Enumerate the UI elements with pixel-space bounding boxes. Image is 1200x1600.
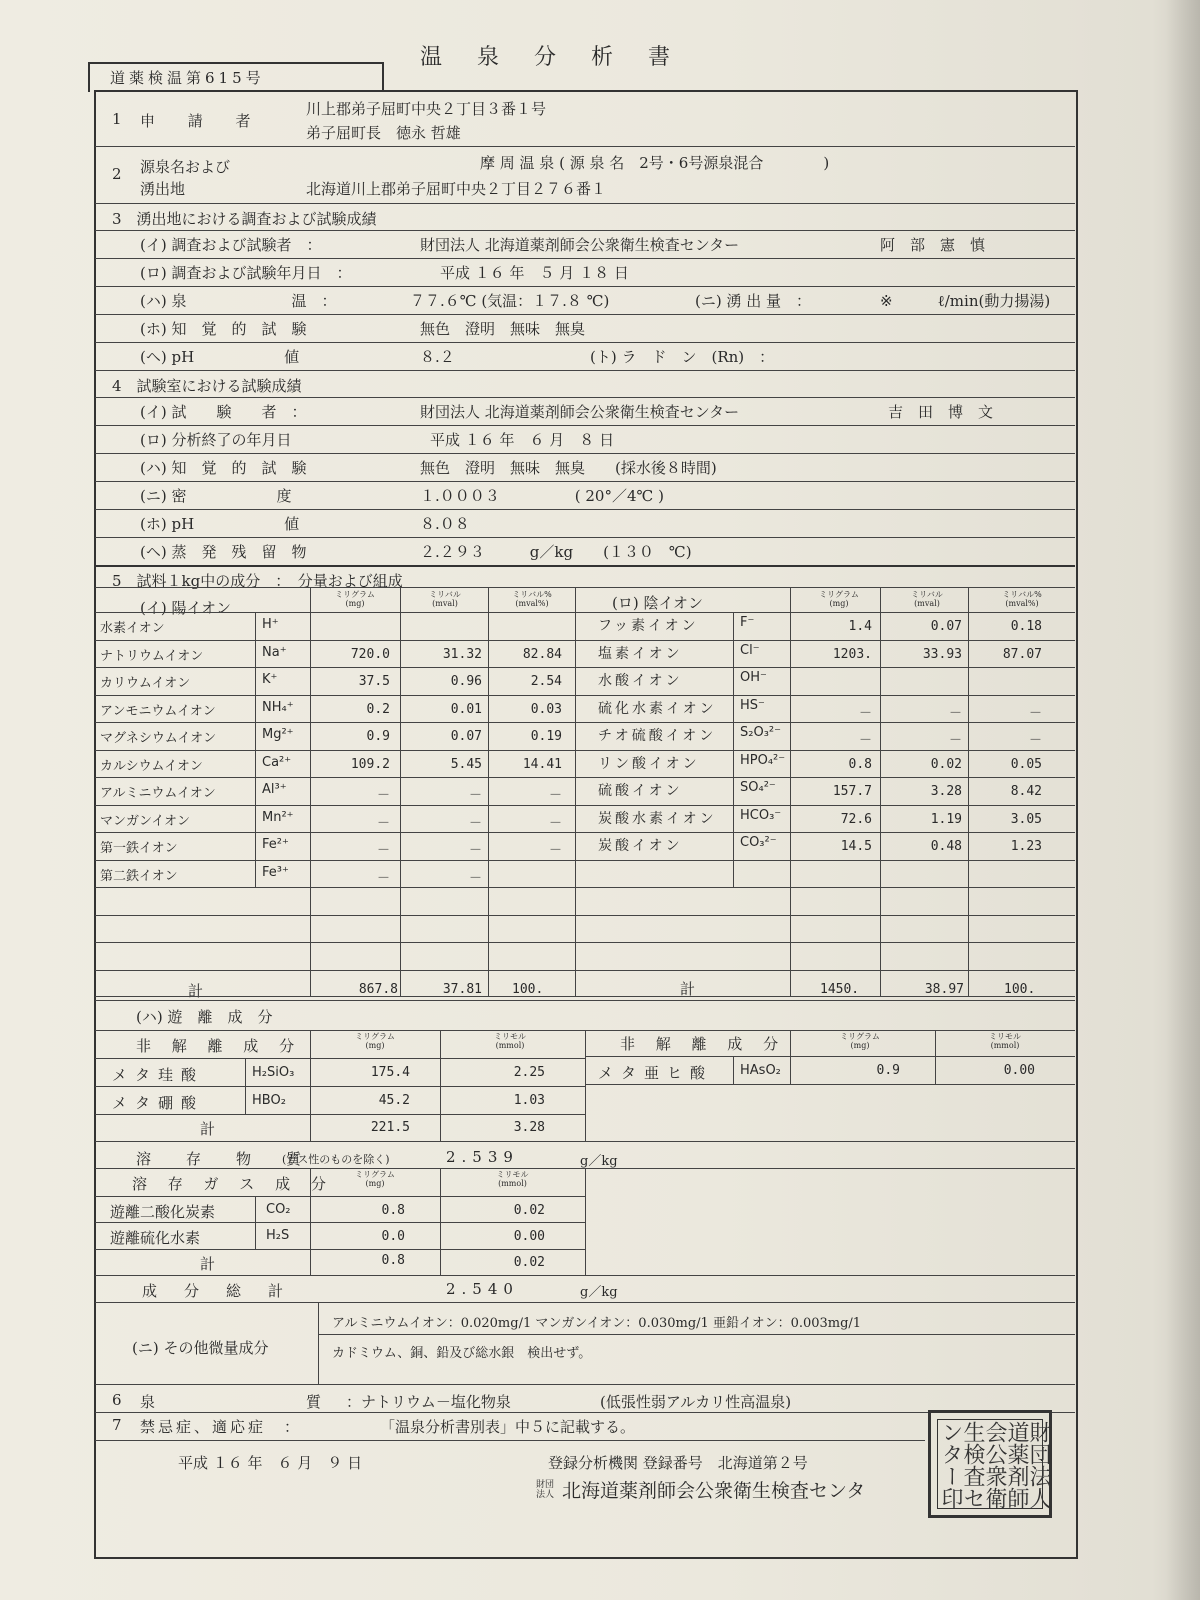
cation-mg: － xyxy=(376,788,390,803)
anion-name: フッ素イオン xyxy=(598,618,699,634)
cation-name: マンガンイオン xyxy=(100,814,190,829)
s3-row3-key2: (ニ) 湧 出 量 ： xyxy=(695,292,812,310)
anion-pct-unit: ミリバル% (mval%) xyxy=(1002,590,1042,608)
free-right-row1-formula: HAsO₂ xyxy=(740,1063,781,1078)
free-right-row1-mg: 0.9 xyxy=(876,1063,900,1078)
cation-total-label: 計 xyxy=(188,982,204,1000)
divider xyxy=(440,1168,441,1275)
divider xyxy=(585,1084,1075,1085)
cation-name: アンモニウムイオン xyxy=(100,704,216,719)
s2-label1: 源泉名および xyxy=(140,158,231,176)
anion-formula: Cl⁻ xyxy=(740,643,760,658)
s4-row2-key: (ロ) 分析終了の年月日 xyxy=(140,431,292,449)
s1-num: 1 xyxy=(112,110,122,128)
gas-total-label: 計 xyxy=(200,1255,216,1273)
cation-name: ナトリウムイオン xyxy=(100,649,204,664)
cation-mg: 0.2 xyxy=(366,702,390,717)
anion-mval-pct: 8.42 xyxy=(1010,784,1042,799)
divider xyxy=(95,314,1075,315)
free-right-mg-unit: ミリグラム (mg) xyxy=(840,1032,880,1050)
cation-title: (イ) 陽イオン xyxy=(140,599,232,617)
s4-row5-value: ８.０８ xyxy=(420,515,470,533)
anion-mval: 0.07 xyxy=(930,619,962,634)
free-left-row1-name: メタ珪酸 xyxy=(112,1066,205,1084)
divider xyxy=(95,1141,1075,1142)
cation-mg-unit: ミリグラム (mg) xyxy=(335,590,375,608)
free-right-row1-name: メタ亜ヒ酸 xyxy=(598,1064,714,1082)
gas-total-mmol: 0.02 xyxy=(513,1255,545,1270)
cation-name: 第二鉄イオン xyxy=(100,869,178,884)
anion-formula: HPO₄²⁻ xyxy=(740,753,786,768)
anion-mg: 1203. xyxy=(832,647,872,662)
anion-mval-pct: 1.23 xyxy=(1010,839,1042,854)
free-left-row1-formula: H₂SiO₃ xyxy=(252,1065,295,1080)
divider xyxy=(95,915,1075,916)
gas-row1-mmol: 0.02 xyxy=(513,1203,545,1218)
anion-name: 硫酸イオン xyxy=(598,783,683,799)
divider xyxy=(95,695,1075,696)
cation-mval-pct: 14.41 xyxy=(522,757,562,772)
divider xyxy=(95,286,1075,287)
gas-row2-name: 遊離硫化水素 xyxy=(110,1229,201,1247)
divider xyxy=(95,203,1075,204)
s4-row3-key: (ハ) 知 覚 的 試 験 xyxy=(140,459,307,477)
anion-name: リン酸イオン xyxy=(598,756,700,772)
org-prefix: 財団 法人 xyxy=(536,1480,555,1500)
organization-name: 北海道薬剤師会公衆衛生検査センタ xyxy=(562,1480,866,1502)
cation-mval-pct: － xyxy=(548,788,562,803)
trace-label: (ニ) その他微量成分 xyxy=(132,1339,269,1357)
free-left-row2-name: メタ硼酸 xyxy=(112,1094,205,1112)
doc-number: 道薬検温第615号 xyxy=(110,69,265,87)
s3-row5-key2: (ト) ラ ド ン (Rn) ： xyxy=(590,348,775,366)
s5-heading: 5 試料１kg中の成分 ： 分量および組成 xyxy=(112,572,403,590)
divider xyxy=(95,1222,585,1223)
cation-mval: 0.07 xyxy=(450,729,482,744)
page-edge-shadow xyxy=(1166,0,1200,1600)
anion-formula: SO₄²⁻ xyxy=(740,780,776,795)
gas-row2-mg: 0.0 xyxy=(381,1229,405,1244)
anion-mval-unit: ミリバル (mval) xyxy=(911,590,943,608)
s7-key: 禁忌症、適応症 ： xyxy=(140,1418,303,1436)
anion-mg: 1.4 xyxy=(848,619,872,634)
divider xyxy=(95,1058,585,1059)
cation-formula: K⁺ xyxy=(262,672,278,687)
anion-formula: OH⁻ xyxy=(740,670,767,685)
divider xyxy=(310,1030,311,1141)
gas-mg-unit: ミリグラム (mg) xyxy=(355,1170,395,1188)
divider xyxy=(95,612,1075,613)
s6-num: 6 xyxy=(112,1391,122,1409)
divider xyxy=(95,1440,925,1441)
s7-num: 7 xyxy=(112,1416,122,1434)
cation-pct-unit: ミリバル% (mval%) xyxy=(512,590,552,608)
anion-mg: － xyxy=(858,706,872,721)
s4-row1-value: 財団法人 北海道薬剤師会公衆衛生検査センター xyxy=(420,403,740,421)
cation-mg: 109.2 xyxy=(350,757,390,772)
cation-name: 第一鉄イオン xyxy=(100,841,178,856)
gas-row2-mmol: 0.00 xyxy=(513,1229,545,1244)
anion-formula: F⁻ xyxy=(740,615,755,630)
s6-key2: 質 xyxy=(306,1393,322,1411)
divider xyxy=(95,1196,585,1197)
cation-mg: 37.5 xyxy=(358,674,390,689)
divider xyxy=(733,1056,734,1084)
divider xyxy=(95,1275,1075,1276)
s1-label: 申 請 者 xyxy=(140,112,265,130)
cation-mval-pct: － xyxy=(548,843,562,858)
s4-row6-key: (ヘ) 蒸 発 残 留 物 xyxy=(140,543,307,561)
cation-formula: Fe²⁺ xyxy=(262,837,289,852)
cation-mval-pct: 0.19 xyxy=(530,729,562,744)
divider xyxy=(95,509,1075,510)
cation-formula: Ca²⁺ xyxy=(262,755,292,770)
s3-row1-value: 財団法人 北海道薬剤師会公衆衛生検査センター xyxy=(420,236,740,254)
free-right-mmol-unit: ミリモル (mmol) xyxy=(989,1032,1021,1050)
s3-row5-key: (ヘ) pH 値 xyxy=(140,348,300,366)
divider xyxy=(400,587,401,996)
dissolved-unit: g／kg xyxy=(580,1154,618,1169)
s2-num: 2 xyxy=(112,165,122,183)
official-seal xyxy=(928,1410,1052,1518)
divider xyxy=(95,832,1075,833)
cation-mval-unit: ミリバル (mval) xyxy=(429,590,461,608)
seal-text: 生検査セ xyxy=(960,1421,985,1509)
free-col-label-right: 非 解 離 成 分 xyxy=(620,1035,787,1053)
cation-mval: 5.45 xyxy=(450,757,482,772)
anion-name: 水酸イオン xyxy=(598,673,683,689)
cation-mval: 31.32 xyxy=(442,647,482,662)
cation-total-mg: 867.8 xyxy=(358,982,398,997)
free-left-mmol-unit: ミリモル (mmol) xyxy=(494,1032,526,1050)
anion-name: 炭酸水素イオン xyxy=(598,811,717,827)
anion-formula: CO₃²⁻ xyxy=(740,835,777,850)
cation-mg: － xyxy=(376,871,390,886)
divider xyxy=(95,230,1075,231)
cation-name: カリウムイオン xyxy=(100,676,191,691)
s3-row3-value2: ※ ℓ/min(動力揚湯) xyxy=(880,292,1051,310)
gas-row1-formula: CO₂ xyxy=(266,1202,291,1217)
seal-text: 会公衆衛 xyxy=(982,1421,1007,1509)
anion-mg: － xyxy=(858,733,872,748)
s4-row4-value: １.０００３ ( 20°／4℃ ) xyxy=(420,487,664,505)
cation-mg: － xyxy=(376,816,390,831)
free-left-mg-unit: ミリグラム (mg) xyxy=(355,1032,395,1050)
free-col-label-left: 非 解 離 成 分 xyxy=(136,1037,303,1055)
s4-row3-value: 無色 澄明 無味 無臭 (採水後８時間) xyxy=(420,459,717,477)
divider xyxy=(245,1058,246,1114)
anion-mval-pct: 87.07 xyxy=(1002,647,1042,662)
cation-name: カルシウムイオン xyxy=(100,759,203,774)
divider xyxy=(968,587,969,996)
anion-mval: 0.48 xyxy=(930,839,962,854)
divider xyxy=(585,1168,586,1275)
grand-total-unit: g／kg xyxy=(580,1285,618,1300)
divider xyxy=(733,612,734,887)
s4-row2-value: 平成 １６ 年 ６ 月 ８ 日 xyxy=(430,431,615,449)
divider xyxy=(318,1302,319,1384)
anion-formula: S₂O₃²⁻ xyxy=(740,725,781,740)
divider xyxy=(935,1030,936,1084)
s3-row2-key: (ロ) 調査および試験年月日 ： xyxy=(140,264,352,282)
anion-mval-pct: 0.05 xyxy=(1010,757,1042,772)
divider xyxy=(318,1334,1075,1335)
spring-name: 摩 周 温 泉 ( 源 泉 名 2号・6号源泉混合 ) xyxy=(480,154,830,172)
dissolved-note: (ガス性のものを除く) xyxy=(282,1153,390,1166)
divider xyxy=(95,887,1075,888)
cation-formula: Na⁺ xyxy=(262,645,287,660)
s3-row5-value: ８.２ xyxy=(420,348,455,366)
anion-mval: 0.02 xyxy=(930,757,962,772)
seal-text: 財団法人 xyxy=(1026,1421,1051,1509)
s6-value: ：ナトリウム－塩化物泉 xyxy=(346,1393,511,1411)
free-left-total-mmol: 3.28 xyxy=(513,1120,545,1135)
s6-key: 泉 xyxy=(140,1393,156,1411)
s3-row4-value: 無色 澄明 無味 無臭 xyxy=(420,320,586,338)
divider xyxy=(310,587,311,996)
divider xyxy=(95,397,1075,398)
issue-date: 平成 １６ 年 ６ 月 ９ 日 xyxy=(178,1454,363,1472)
anion-name: チオ硫酸イオン xyxy=(598,728,717,744)
divider xyxy=(95,805,1075,806)
anion-mval: 33.93 xyxy=(922,647,962,662)
free-left-total-mg: 221.5 xyxy=(370,1120,410,1135)
s2-label2: 湧出地 xyxy=(140,180,186,198)
anion-mval-pct: 0.18 xyxy=(1010,619,1042,634)
cation-mval: － xyxy=(468,871,482,886)
grand-total-value: 2.540 xyxy=(446,1280,519,1298)
gas-row2-formula: H₂S xyxy=(266,1228,290,1243)
cation-mval-pct: 82.84 xyxy=(522,647,562,662)
free-heading: (ハ) 遊 離 成 分 xyxy=(136,1008,273,1026)
s6-note: (低張性弱アルカリ性高温泉) xyxy=(600,1393,792,1411)
cation-mg: 0.9 xyxy=(366,729,390,744)
cation-formula: H⁺ xyxy=(262,617,279,632)
cation-mval-pct: 2.54 xyxy=(530,674,562,689)
divider xyxy=(790,587,791,996)
anion-mval: 1.19 xyxy=(930,812,962,827)
cation-mg: 720.0 xyxy=(350,647,390,662)
s3-row3-value: ７７.６℃ (気温：１７.８ ℃) xyxy=(410,292,610,310)
s4-row4-key: (ニ) 密 度 xyxy=(140,487,292,505)
divider xyxy=(585,1030,586,1141)
anion-name: 硫化水素イオン xyxy=(598,701,717,717)
anion-mval: － xyxy=(948,706,962,721)
divider xyxy=(95,1249,585,1250)
divider xyxy=(95,777,1075,778)
anion-formula: HS⁻ xyxy=(740,698,765,713)
cation-formula: NH₄⁺ xyxy=(262,700,294,715)
applicant-name: 弟子屈町長 徳永 哲雄 xyxy=(306,124,461,142)
free-left-row2-formula: HBO₂ xyxy=(252,1093,286,1108)
divider xyxy=(575,587,576,996)
applicant-address: 川上郡弟子屈町中央２丁目３番１号 xyxy=(306,100,547,118)
s3-row1-key: (イ) 調査および試験者 ： xyxy=(140,236,322,254)
gas-row1-mg: 0.8 xyxy=(381,1203,405,1218)
seal-text: ンター印 xyxy=(938,1421,963,1509)
divider xyxy=(255,1196,256,1249)
s4-row5-key: (ホ) pH 値 xyxy=(140,515,300,533)
cation-total-pct: 100. xyxy=(512,982,544,997)
s4-row1-key: (イ) 試 験 者 ： xyxy=(140,403,307,421)
divider xyxy=(95,565,1075,567)
cation-mval-pct: 0.03 xyxy=(530,702,562,717)
s3-row1-value2: 阿 部 憲 慎 xyxy=(880,236,986,254)
cation-formula: Mn²⁺ xyxy=(262,810,294,825)
cation-mg: － xyxy=(376,843,390,858)
divider xyxy=(95,481,1075,482)
free-right-row1-mmol: 0.00 xyxy=(1003,1063,1035,1078)
divider xyxy=(440,1030,441,1141)
cation-total-mval: 37.81 xyxy=(442,982,482,997)
s3-row2-value: 平成 １６ 年 ５ 月 １８ 日 xyxy=(440,264,629,282)
s7-value: 「温泉分析書別表」中５に記載する。 xyxy=(380,1418,636,1436)
s4-row6-value: ２.２９３ g／kg (１３０ ℃) xyxy=(420,543,692,561)
trace-line2: カドミウム、銅、鉛及び総水銀 検出せず。 xyxy=(332,1346,592,1361)
dissolved-value: 2.539 xyxy=(446,1148,519,1166)
free-left-total-label: 計 xyxy=(200,1120,216,1138)
cation-formula: Mg²⁺ xyxy=(262,727,294,742)
anion-mg: 0.8 xyxy=(848,757,872,772)
anion-mg-unit: ミリグラム (mg) xyxy=(819,590,859,608)
spring-location: 北海道川上郡弟子屈町中央２丁目２７６番１ xyxy=(306,180,607,198)
s3-row4-key: (ホ) 知 覚 的 試 験 xyxy=(140,320,307,338)
cation-mval: － xyxy=(468,788,482,803)
divider xyxy=(95,667,1075,668)
divider xyxy=(95,1114,585,1115)
document-title: 温 泉 分 析 書 xyxy=(420,45,684,70)
cation-mval: 0.01 xyxy=(450,702,482,717)
divider xyxy=(310,1168,311,1275)
s4-row1-value2: 吉 田 博 文 xyxy=(888,403,994,421)
divider xyxy=(95,942,1075,943)
anion-name: 塩素イオン xyxy=(598,646,683,662)
cation-mval: － xyxy=(468,843,482,858)
divider xyxy=(95,1000,1075,1001)
divider xyxy=(95,970,1075,971)
anion-mval-pct: 3.05 xyxy=(1010,812,1042,827)
anion-mg: 157.7 xyxy=(832,784,872,799)
divider xyxy=(95,722,1075,723)
dissolved-label: 溶 存 物 質 xyxy=(136,1150,312,1168)
seal-text: 道薬剤師 xyxy=(1004,1421,1029,1509)
anion-mval-pct: － xyxy=(1028,733,1042,748)
anion-total-mval: 38.97 xyxy=(924,982,964,997)
divider xyxy=(95,860,1075,861)
divider xyxy=(95,425,1075,426)
free-left-row1-mg: 175.4 xyxy=(370,1065,410,1080)
anion-formula: HCO₃⁻ xyxy=(740,808,782,823)
divider xyxy=(95,342,1075,343)
divider xyxy=(95,996,1075,997)
divider xyxy=(95,453,1075,454)
anion-total-label: 計 xyxy=(680,980,696,998)
divider xyxy=(95,1302,1075,1303)
divider xyxy=(95,1086,585,1087)
free-left-row2-mg: 45.2 xyxy=(378,1093,410,1108)
cation-formula: Al³⁺ xyxy=(262,782,287,797)
cation-mval: － xyxy=(468,816,482,831)
anion-mval: － xyxy=(948,733,962,748)
anion-mval: 3.28 xyxy=(930,784,962,799)
divider xyxy=(95,750,1075,751)
divider xyxy=(95,537,1075,538)
anion-total-mg: 1450. xyxy=(820,982,860,997)
anion-mval-pct: － xyxy=(1028,706,1042,721)
s3-heading: 3 湧出地における調査および試験成績 xyxy=(112,210,377,228)
divider xyxy=(95,640,1075,641)
divider xyxy=(95,587,1075,588)
anion-name: 炭酸イオン xyxy=(598,838,683,854)
anion-mg: 72.6 xyxy=(840,812,872,827)
divider xyxy=(255,612,256,887)
gas-row1-name: 遊離二酸化炭素 xyxy=(110,1203,216,1221)
free-left-row2-mmol: 1.03 xyxy=(513,1093,545,1108)
gas-mmol-unit: ミリモル (mmol) xyxy=(496,1170,529,1188)
gas-title: 溶 存 ガ ス 成 分 xyxy=(132,1175,334,1193)
grand-total-label: 成 分 総 計 xyxy=(142,1282,290,1300)
divider xyxy=(95,258,1075,259)
cation-name: 水素イオン xyxy=(100,621,165,636)
divider xyxy=(790,1030,791,1084)
divider xyxy=(585,1056,1075,1057)
trace-line1: アルミニウムイオン：0.020mg/1 マンガンイオン：0.030mg/1 亜鉛イオン：0.003mg/1 xyxy=(332,1316,862,1331)
divider xyxy=(95,370,1075,371)
anion-total-pct: 100. xyxy=(1004,982,1036,997)
anion-title: (ロ) 陰イオン xyxy=(612,594,704,612)
free-left-row1-mmol: 2.25 xyxy=(513,1065,545,1080)
s3-row3-key: (ハ) 泉 温 ： xyxy=(140,292,337,310)
divider xyxy=(880,587,881,996)
cation-name: マグネシウムイオン xyxy=(100,731,217,746)
cation-mval-pct: － xyxy=(548,816,562,831)
s4-heading: 4 試験室における試験成績 xyxy=(112,377,302,395)
divider xyxy=(95,1384,1075,1385)
divider xyxy=(488,587,489,996)
cation-mval: 0.96 xyxy=(450,674,482,689)
registration: 登録分析機関 登録番号 北海道第２号 xyxy=(548,1454,808,1472)
cation-formula: Fe³⁺ xyxy=(262,865,289,880)
divider xyxy=(95,146,1075,147)
gas-total-mg: 0.8 xyxy=(381,1253,405,1268)
anion-mg: 14.5 xyxy=(840,839,872,854)
cation-name: アルミニウムイオン xyxy=(100,786,216,801)
